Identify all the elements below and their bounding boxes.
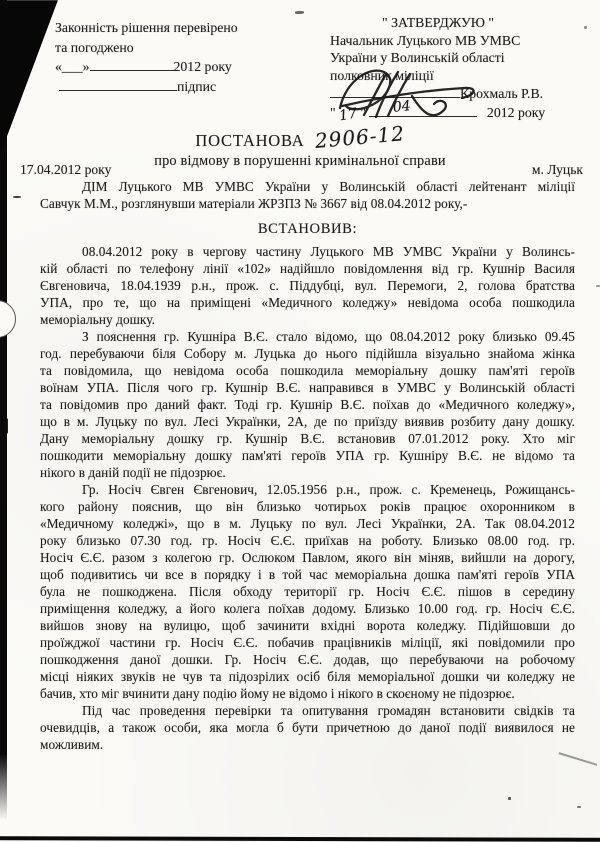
approve-line-1: Начальник Луцького МВ УМВС — [330, 32, 521, 48]
document-text-line: та повідомив про даний факт. Тоді гр. Кушнір В.Є. поїхав до «Медичного коледжу», — [40, 397, 575, 412]
hole-punch-mark — [0, 300, 16, 338]
approve-heading: " ЗАТВЕРДЖУЮ " — [382, 15, 495, 30]
document-content — [20, 161, 583, 753]
signature-scrawl-icon — [324, 62, 496, 126]
scan-bottom-edge — [0, 836, 600, 842]
document-text-line: нікого в даній події не підозрює. — [40, 465, 226, 480]
legality-date-row — [55, 57, 325, 77]
legality-signature-row — [55, 77, 325, 97]
approve-block — [330, 14, 592, 123]
document-text-line: що в м. Луцьку по вул. Лесі Українки, 2А, де по приїзду виявив розбиту дану дошку. — [40, 414, 575, 429]
scan-scratch — [559, 752, 598, 765]
document-text-line: кого району пояснив, що він близько чотирьох років працює охоронником в — [40, 499, 575, 514]
approve-line-3: полковник міліції — [330, 67, 434, 83]
document-text-line: бачив, хто міг вчинити дану подію йому не відомо і нікого в скоєному не підозрює. — [40, 686, 515, 701]
document-text-line: Дану меморіальну дошку гр. Кушнір В.Є. встановив 07.01.2012 року. Хто міг — [40, 431, 575, 446]
document-text-line: «Медичному коледжі», що в м. Луцьку по вул. Лесі Українки, 2А. Так 08.04.2012 — [40, 516, 575, 531]
document-subtitle: про відмову в порушенні кримінальної справи — [154, 153, 446, 169]
document-text-line: Під час проведення перевірки та опитування громадян встановити свідків та — [82, 703, 575, 718]
handwritten-day: 17 — [338, 105, 359, 125]
legality-line-1: Законність рішення перевірено — [55, 20, 238, 35]
document-text-line: проїжджої частини гр. Носіч Є.Є. побачив працівників міліції, які повідомили про — [40, 635, 575, 650]
document-intro — [40, 178, 575, 212]
document-text-line: Носіч Є.Є. разом з колегою гр. Ослюком Павлом, якого він міняв, вийшли на дорогу, — [40, 550, 575, 565]
date-year-suffix: 2012 року — [173, 59, 232, 74]
document-text-line: ДІМ Луцького МВ УМВС України у Волинській області лейтенант міліції — [82, 179, 575, 194]
quote-mark: " — [360, 104, 367, 120]
document-text-line: була не пошкоджена. Після обходу території гр. Носіч Є.Є. пішов в середину — [40, 584, 575, 599]
document-text-line: Гр. Носіч Євген Євгенович, 12.05.1956 р.н., прож. с. Кременець, Рожищансь- — [82, 482, 575, 497]
document-text-line: пошкодження даної дошки. Гр. Носіч Є.Є. додав, що перебуваючи на робочому — [40, 652, 575, 667]
scan-speck — [577, 806, 581, 808]
signature-blank-line — [59, 77, 177, 91]
document-city: м. Луцьк — [531, 162, 583, 177]
established-heading: ВСТАНОВИВ: — [257, 221, 358, 237]
date-blank-line — [90, 57, 174, 71]
document-text-line: 08.04.2012 року в чергову частину Луцького МВ УМВС України у Волинсь- — [82, 244, 575, 259]
document-text-line: можливим. — [40, 737, 104, 752]
legality-line-2: та погоджено — [55, 39, 134, 55]
quote-mark: " — [330, 104, 336, 120]
document-text-line: УПА, про те, що на приміщені «Медичного коледжу» невідома особа пошкодила — [40, 295, 575, 310]
date-day-placeholder: «___» — [55, 59, 90, 74]
scan-speck — [13, 196, 21, 198]
legality-check-block — [55, 18, 325, 96]
document-text-line: З пояснення гр. Кушніра В.Є. стало відомо, що 08.04.2012 року близько 09.45 — [82, 329, 575, 344]
scan-speck — [596, 285, 600, 287]
scan-speck — [508, 797, 511, 800]
date-city-row — [20, 161, 583, 178]
document-text-line: року близько 07.30 год. гр. Носіч Є.Є. приїхав на роботу. Близько 08.00 год. гр. — [40, 533, 575, 548]
document-text-line: очевидців, а також особи, яка могла б бути причетною до даної події виявилося не — [40, 720, 575, 735]
approver-name: Крохмаль Р.В. — [460, 86, 544, 102]
document-text-line: пошкодити меморіальну дошку пам'яті героїв УПА гр. Кушніру В.Є. не відомо та — [40, 448, 575, 463]
approve-line-2: України у Волинській області — [330, 50, 505, 66]
document-text-line: год. перебуваючи біля Собору м. Луцька до нього підійшла візуально знайома жінка — [40, 346, 575, 361]
approve-year-label: 2012 року — [486, 104, 546, 120]
document-text-line: місці ніяких звуків не чув та підозрілих осіб біля меморіальної дошки чи коледжу не — [40, 669, 575, 684]
document-text-line: приміщення коледжу, а його колега поїхав додому. Близько 10.00 год. гр. Носіч Є.Є. — [40, 601, 575, 616]
document-title: ПОСТАНОВА — [195, 131, 305, 150]
document-text-line: воїнам УПА. Після чого гр. Кушнір В.Є. направився в УМВС у Волинській області — [40, 380, 575, 395]
document-title-row — [0, 121, 600, 153]
scan-speck — [295, 11, 304, 14]
document-text-line: меморіальну дошку. — [40, 312, 155, 327]
signature-label: підпис — [177, 78, 217, 94]
document-text-line: вийшов знову на вулицю, щоб зачинити вхідні ворота коледжу. Підійшовши до — [40, 618, 575, 633]
document-text-line: Євгеновича, 18.04.1939 р.н., прож. с. Піддубці, вул. Перемоги, 2, голова братства — [40, 278, 575, 293]
document-paragraphs — [40, 243, 575, 753]
document-text-line: щоб подивитись чи все в порядку і в той час меморіальна дошка пам'яті героїв УПА — [40, 567, 575, 582]
document-text-line: Савчук М.М., розглянувши матеріали ЖРЗПЗ № 3667 від 08.04.2012 року,- — [40, 196, 468, 211]
document-text-line: кій області по телефону лінії «102» надійшло повідомлення від гр. Кушнір Василя — [40, 261, 575, 276]
document-text-line: та повідомила, що невідома особа пошкодила меморіальну дошку пам'яті героїв — [40, 363, 575, 378]
document-date: 17.04.2012 року — [20, 162, 112, 177]
handwritten-case-number: 2906-12 — [313, 121, 406, 153]
handwritten-month: 04 — [392, 98, 413, 116]
